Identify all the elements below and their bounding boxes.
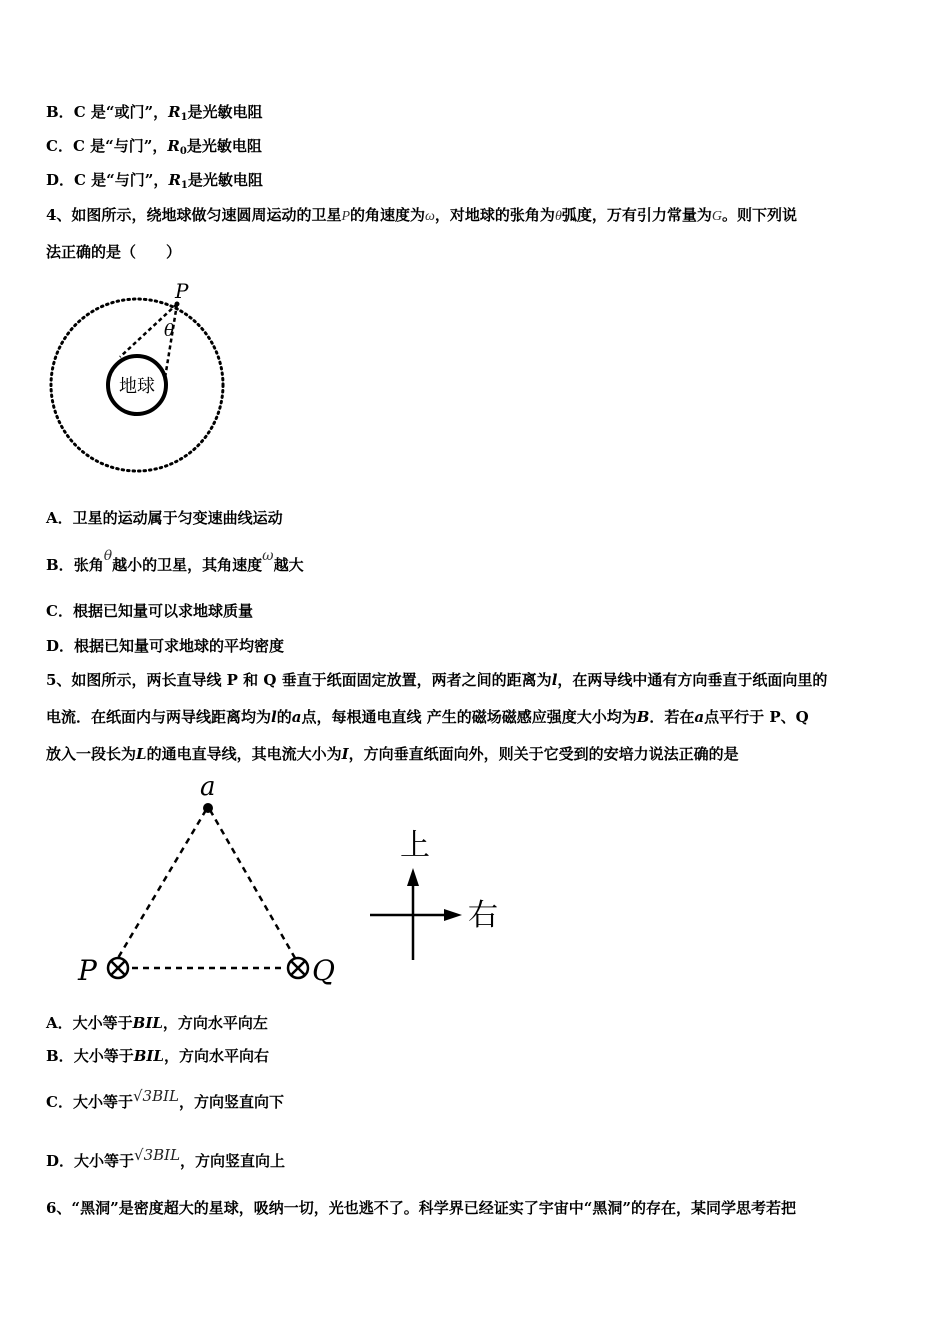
q3-option-c: C．C 是“与门”，$R_0$是光敏电阻 [46,137,262,157]
q6-stem-line1: 6、“黑洞”是密度超大的星球，吸纳一切，光也逃不了。科学界已经证实了宇宙中“黑洞”的存在，某同学思考若把 [46,1199,796,1217]
q5-figure-wires [70,770,510,1000]
q4-option-a: A．卫星的运动属于匀变速曲线运动 [46,509,283,527]
q5-stem-line3: 放入一段长为L的通电直导线，其电流大小为I，方向垂直纸面向外，则关于它受到的安培力说法正确的是 [46,745,739,763]
side-aq [210,810,295,958]
q5-stem-line2: 电流．在纸面内与两导线距离均为l的a点，每根通电直线 产生的磁场磁感应强度大小均为B．若在a点平行于 P、Q [46,708,809,726]
q5-stem-line1: 5、如图所示，两长直导线 P 和 Q 垂直于纸面固定放置，两者之间的距离为l，在两导线中通有方向垂直于纸面向里的 [46,671,828,689]
angle-label: θ [164,321,175,341]
q4-figure-orbit [40,278,240,478]
q4-stem-line2: 法正确的是（ ） [46,243,182,261]
wire-q-symbol [288,958,308,978]
q3-option-d: D．C 是“与门”，$R_1$是光敏电阻 [46,171,263,191]
point-a-dot [203,803,213,813]
q4-stem-line1: 4、如图所示，绕地球做匀速圆周运动的卫星P的角速度为ω，对地球的张角为θ弧度，万有引力常量为G。则下列说 [46,206,797,224]
q4-option-b: B．张角θ越小的卫星，其角速度ω越大 [46,548,304,574]
wire-p-symbol [108,958,128,978]
point-a-label: a [200,772,216,802]
q5-option-b: B．大小等于BIL，方向水平向右 [46,1047,269,1065]
q4-option-d: D．根据已知量可求地球的平均密度 [46,637,285,655]
earth-label: 地球 [119,376,155,397]
side-ap [118,810,206,958]
q5-option-c: C．大小等于√3BIL，方向竖直向下 [46,1087,284,1111]
arrow-up-head [407,868,419,886]
point-p-label: P [78,954,97,987]
q5-option-a: A．大小等于BIL，方向水平向左 [46,1014,268,1032]
arrow-right-head [444,909,462,921]
q5-option-d: D．大小等于√3BIL，方向竖直向上 [46,1146,286,1170]
right-label: 右 [468,898,498,933]
satellite-label: P [175,279,189,303]
q4-option-c: C．根据已知量可以求地球质量 [46,602,253,620]
point-q-label: Q [312,954,335,987]
up-label: 上 [400,828,430,863]
q3-option-b: B．C 是“或门”，$R_1$是光敏电阻 [46,103,263,123]
